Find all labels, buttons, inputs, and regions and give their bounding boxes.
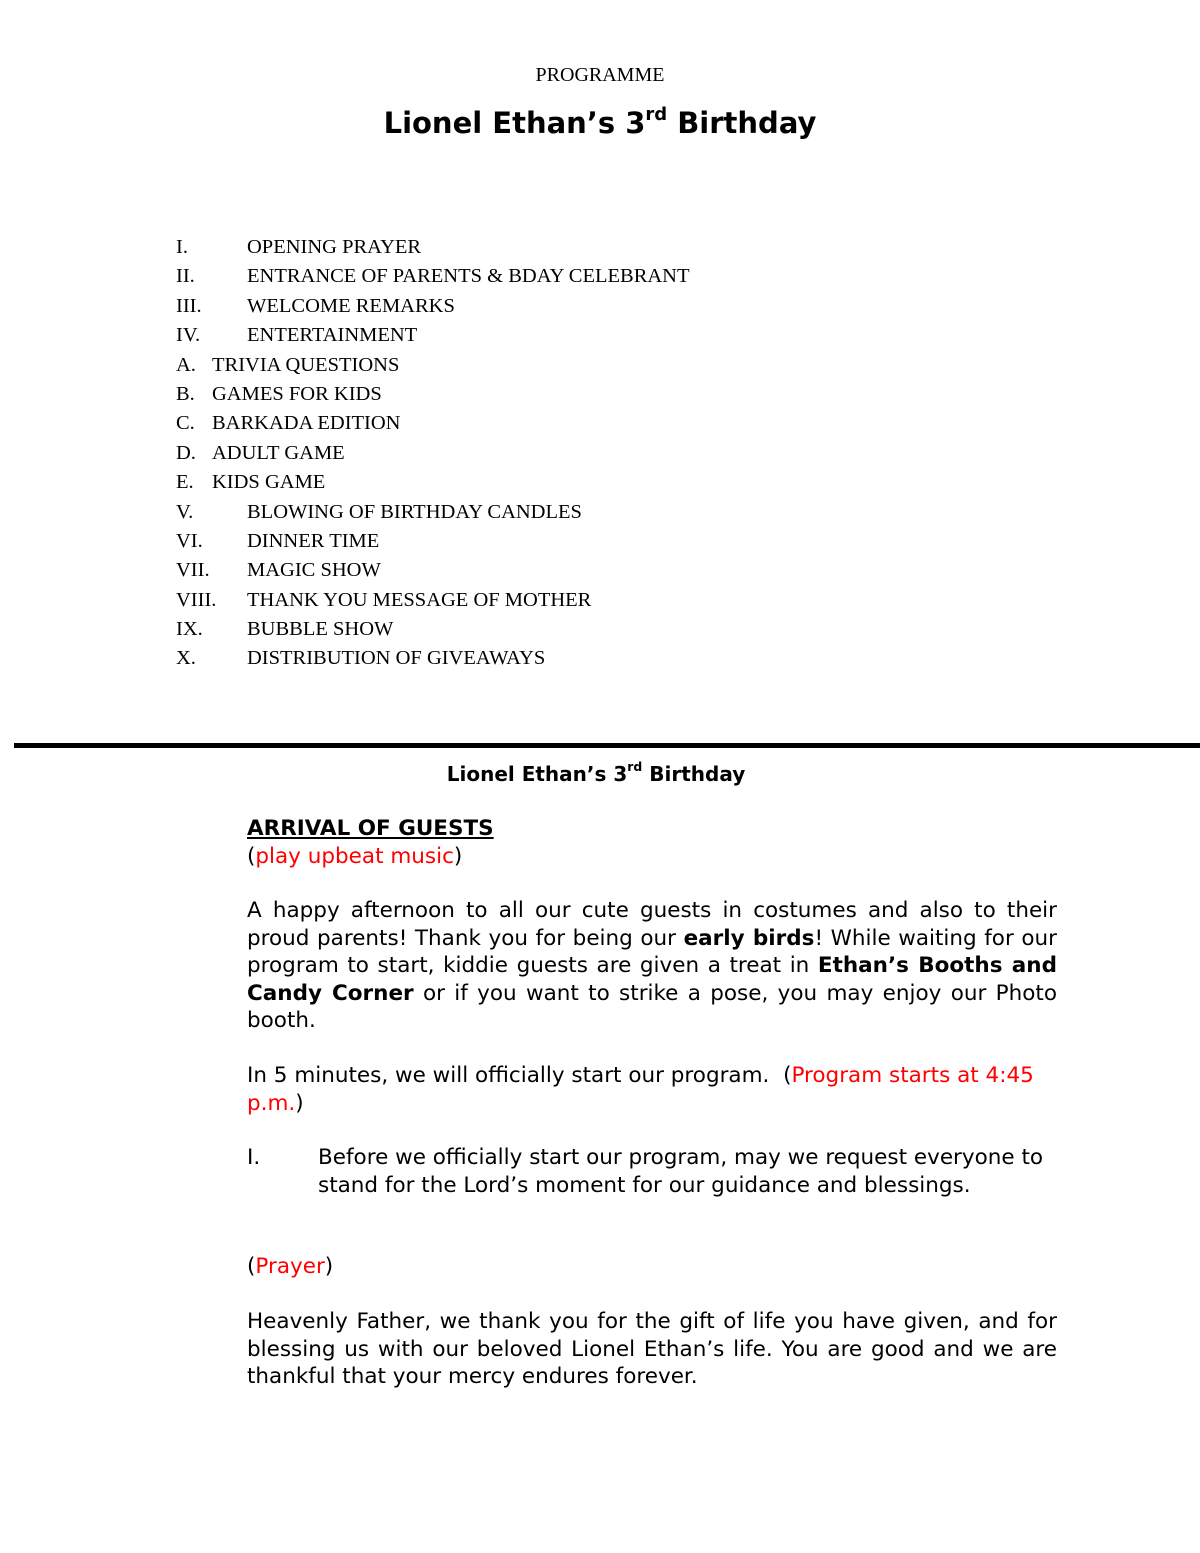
title-end: Birthday — [667, 106, 817, 140]
start-text: In 5 minutes, we will officially start our program. — [247, 1063, 777, 1088]
outline-number: B. — [176, 382, 195, 405]
arrival-stage-note — [247, 843, 1057, 871]
page-divider — [14, 743, 1200, 748]
outline-label: WELCOME REMARKS — [247, 294, 455, 317]
outline-number: V. — [176, 500, 194, 523]
outline-item — [176, 615, 690, 644]
programme-outline — [176, 233, 690, 674]
script-title-ordinal-suffix: rd — [627, 759, 643, 775]
outline-item — [176, 292, 690, 321]
paren-open: ( — [247, 1254, 256, 1279]
outline-number: D. — [176, 441, 196, 464]
paren-open: ( — [783, 1063, 792, 1088]
item-text: Before we officially start our program, may we request everyone to stand for the Lord’s moment for our guidance and blessings. — [318, 1145, 1044, 1198]
prayer-paragraph: Heavenly Father, we thank you for the gift of life you have given, and for blessing us with our beloved Lionel Ethan’s life. You are good and we are thankful that your mercy endures forever. — [247, 1309, 1057, 1389]
welcome-text-1: A happy afternoon to all our cute guests in costumes and also to their proud parents! Thank you for being our — [247, 898, 1057, 951]
paren-close: ) — [453, 844, 463, 869]
outline-label: THANK YOU MESSAGE OF MOTHER — [247, 588, 592, 611]
prayer-stage-note — [247, 1253, 1057, 1281]
outline-label: MAGIC SHOW — [247, 559, 381, 582]
outline-label: OPENING PRAYER — [247, 236, 422, 258]
script-title — [0, 759, 1192, 786]
paren-close: ) — [295, 1090, 304, 1116]
outline-number: VIII. — [176, 588, 217, 611]
outline-label: ENTRANCE OF PARENTS & BDAY CELEBRANT — [247, 265, 690, 288]
arrival-heading: ARRIVAL OF GUESTS — [247, 816, 494, 841]
stage-direction: play upbeat music — [255, 844, 454, 869]
outline-subitem — [176, 468, 690, 497]
outline-subitem — [176, 351, 690, 380]
outline-subitem — [176, 439, 690, 468]
outline-label: GAMES FOR KIDS — [212, 382, 382, 405]
outline-item — [176, 586, 690, 615]
outline-item — [176, 644, 690, 673]
welcome-bold-booths: Ethan’s Booths and Candy Corner — [247, 953, 1057, 1006]
welcome-bold-early-birds: early birds — [683, 925, 815, 951]
outline-item — [176, 498, 690, 527]
outline-number: X. — [176, 647, 196, 670]
script-title-main: Lionel Ethan’s 3 — [446, 762, 628, 786]
outline-label: BLOWING OF BIRTHDAY CANDLES — [247, 500, 582, 523]
welcome-text-3: or if you want to strike a pose, you may enjoy our Photo booth. — [247, 980, 1057, 1033]
outline-item — [176, 233, 690, 262]
outline-label: BARKADA EDITION — [212, 412, 401, 435]
outline-number: I. — [176, 236, 188, 258]
outline-item — [176, 321, 690, 350]
start-time-note: Program starts at 4:45 p.m. — [247, 1063, 1034, 1116]
outline-label: BUBBLE SHOW — [247, 618, 394, 641]
outline-subitem — [176, 409, 690, 438]
title-main: Lionel Ethan’s 3 — [383, 106, 646, 140]
item-number: I. — [247, 1145, 261, 1170]
programme-kicker: PROGRAMME — [535, 64, 665, 86]
welcome-text-2: ! While waiting for our program to start, kiddie guests are given a treat in — [247, 925, 1057, 978]
start-paragraph — [247, 1062, 1057, 1117]
outline-label: ENTERTAINMENT — [247, 324, 418, 347]
page-title — [0, 106, 1200, 140]
paren-close: ) — [324, 1254, 334, 1279]
script-title-end: Birthday — [642, 762, 746, 786]
outline-number: II. — [176, 265, 195, 288]
stage-direction: Prayer — [255, 1254, 325, 1279]
outline-number: III. — [176, 294, 202, 317]
outline-label: KIDS GAME — [212, 471, 326, 494]
outline-item — [176, 556, 690, 585]
welcome-paragraph — [247, 897, 1057, 1035]
outline-subitem — [176, 380, 690, 409]
outline-label: ADULT GAME — [212, 441, 345, 464]
outline-number: E. — [176, 471, 194, 494]
outline-number: C. — [176, 412, 195, 435]
title-ordinal-suffix: rd — [645, 104, 668, 126]
outline-number: A. — [176, 353, 196, 376]
outline-label: DISTRIBUTION OF GIVEAWAYS — [247, 647, 546, 670]
outline-number: IV. — [176, 324, 201, 347]
outline-number: IX. — [176, 618, 203, 641]
outline-number: VI. — [176, 529, 203, 552]
outline-label: DINNER TIME — [247, 529, 380, 552]
outline-number: VII. — [176, 559, 210, 582]
outline-item — [176, 527, 690, 556]
paren-open: ( — [247, 844, 256, 869]
outline-item — [176, 262, 690, 291]
outline-label: TRIVIA QUESTIONS — [212, 353, 400, 376]
